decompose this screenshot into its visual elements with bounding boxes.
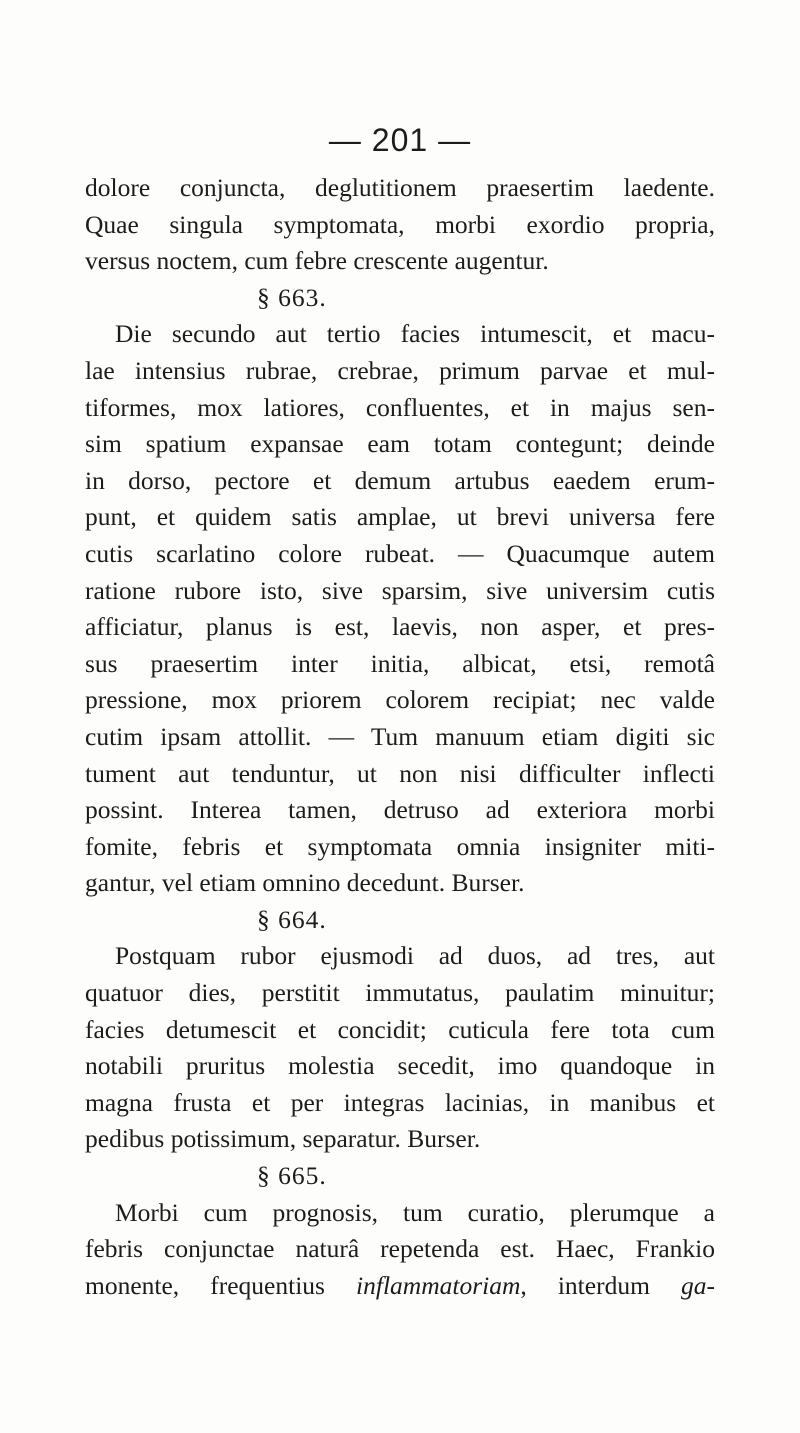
text-line: magna frusta et per integras lacinias, in manibus et xyxy=(85,1087,715,1117)
text-line: afficiatur, planus is est, laevis, non asper, et pres- xyxy=(85,612,715,642)
text-line: gantur, vel etiam omnino decedunt. Burser. xyxy=(85,868,525,898)
text-line: dolore conjuncta, deglutitionem praesertim laedente. xyxy=(85,173,715,202)
text-segment: monente, frequentius xyxy=(85,1270,357,1300)
text-line: possint. Interea tamen, detruso ad exteriora morbi xyxy=(85,795,715,825)
text-line: cutis scarlatino colore rubeat. — Quacumque autem xyxy=(85,538,715,568)
text-line: sus praesertim inter initia, albicat, etsi, remotâ xyxy=(85,648,715,678)
page-body-text xyxy=(85,170,715,1304)
italic-term: inflammatoriam xyxy=(356,1270,521,1300)
text-line: notabili pruritus molestia secedit, imo quandoque in xyxy=(85,1051,715,1081)
text-line: Quae singula symptomata, morbi exordio propria, xyxy=(85,209,715,239)
text-line: tiformes, mox latiores, confluentes, et in majus sen- xyxy=(85,392,715,422)
text-line: lae intensius rubrae, crebrae, primum parvae et mul- xyxy=(85,355,715,385)
italic-term: ga- xyxy=(680,1270,715,1300)
section-heading: § 665. xyxy=(257,1161,327,1191)
text-line: Morbi cum prognosis, tum curatio, plerumque a xyxy=(115,1197,715,1227)
text-line: Die secundo aut tertio facies intumescit, et macu- xyxy=(115,319,715,349)
text-line: cutim ipsam attollit. — Tum manuum etiam digiti sic xyxy=(85,721,715,751)
text-line: pressione, mox priorem colorem recipiat; nec valde xyxy=(85,685,715,715)
text-segment: , interdum xyxy=(520,1270,681,1300)
text-line: in dorso, pectore et demum artubus eaedem erum- xyxy=(85,465,715,495)
text-line xyxy=(85,1268,715,1305)
page-number: — 201 — xyxy=(328,122,472,158)
text-line: sim spatium expansae eam totam contegunt; deinde xyxy=(85,429,715,459)
text-line: fomite, febris et symptomata omnia insigniter miti- xyxy=(85,831,715,861)
section-heading: § 663. xyxy=(257,282,327,312)
text-line: Postquam rubor ejusmodi ad duos, ad tres, aut xyxy=(115,941,715,971)
text-line: versus noctem, cum febre crescente augentur. xyxy=(85,246,549,276)
section-heading: § 664. xyxy=(257,904,327,934)
text-line: febris conjunctae naturâ repetenda est. Haec, Frankio xyxy=(85,1234,715,1264)
text-line: punt, et quidem satis amplae, ut brevi universa fere xyxy=(85,502,715,532)
text-line: quatuor dies, perstitit immutatus, paulatim minuitur; xyxy=(85,978,715,1008)
text-line: facies detumescit et concidit; cuticula fere tota cum xyxy=(85,1014,715,1044)
text-line: tument aut tenduntur, ut non nisi difficulter inflecti xyxy=(85,758,715,788)
text-line: ratione rubore isto, sive sparsim, sive universim cutis xyxy=(85,575,715,605)
text-line: pedibus potissimum, separatur. Burser. xyxy=(85,1124,481,1154)
